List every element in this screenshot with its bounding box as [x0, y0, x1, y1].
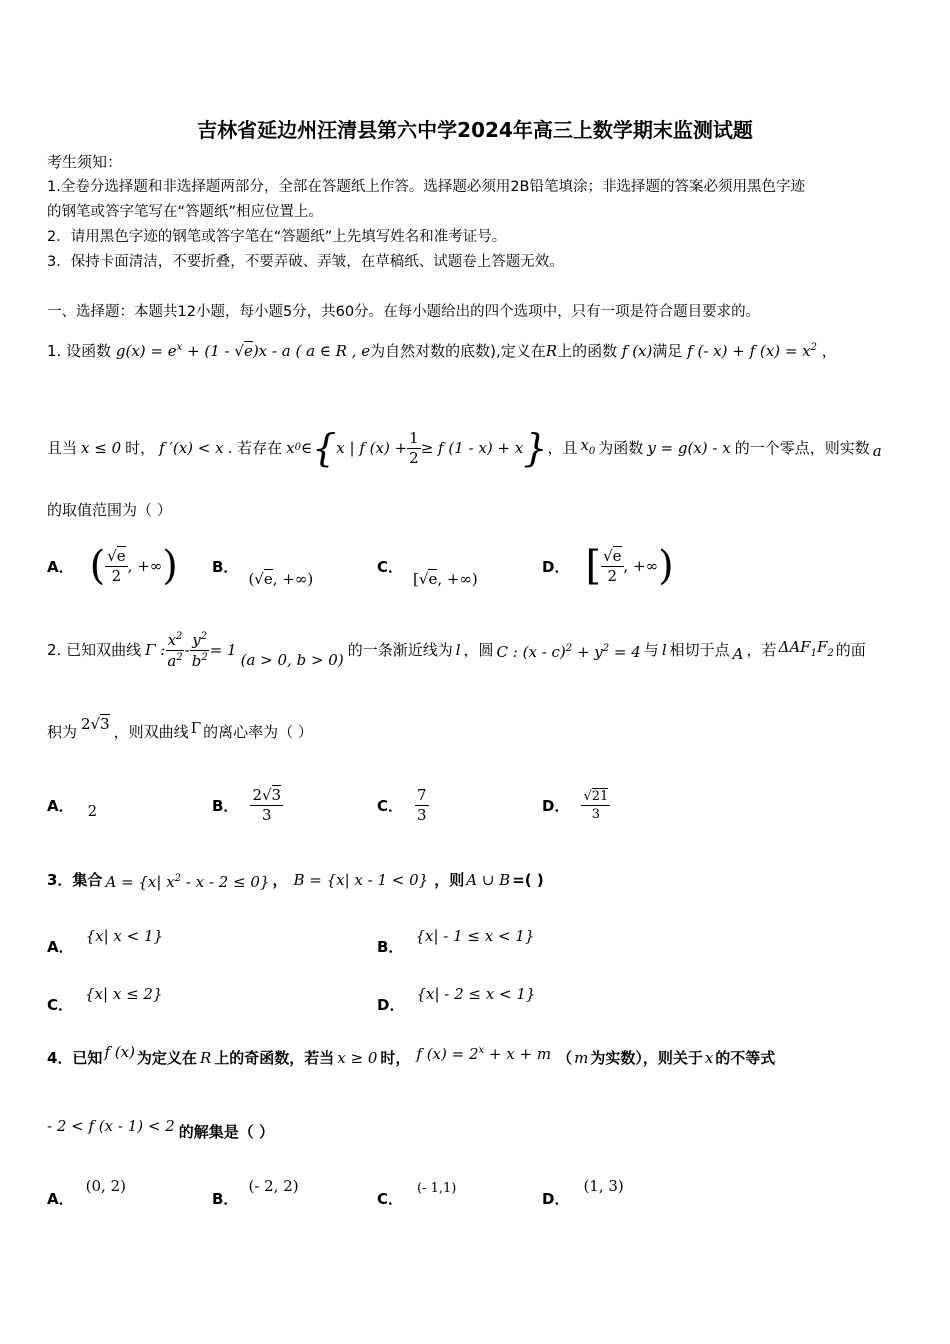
section-heading: 一、选择题：本题共12小题，每小题5分，共60分。在每小题给出的四个选项中，只有一项是符合题目要求的。 — [47, 304, 761, 320]
q2-option-a-label: A． — [47, 796, 74, 815]
q4-option-d[interactable] — [542, 1172, 624, 1208]
q1-text-10: 的一个零点，则实数 — [734, 439, 870, 457]
q3-text-1: 3．集合 — [47, 871, 103, 889]
q1-set-x0: x 0 ∈ { x | f (x) + $\frac{1}{2}$ ≥ f (1 - x) + x } — [286, 426, 548, 470]
q4-option-c-value: (- 1,1) — [417, 1180, 457, 1196]
q3-set-A: A = {x| $x^2 - x - 2 \le 0$} — [105, 872, 270, 891]
q1-option-b[interactable] — [212, 556, 314, 588]
question-4-line-2 — [47, 1114, 274, 1150]
q4-option-a-label: A． — [47, 1189, 74, 1208]
q4-text-7: 的不等式 — [715, 1049, 776, 1067]
q2-option-d[interactable] — [542, 780, 610, 830]
q3-option-d[interactable] — [377, 980, 535, 1016]
q3-union: A ∪ B — [466, 871, 511, 889]
q2-option-a-value: 2 — [87, 802, 98, 820]
q4-text-4: 时， — [380, 1049, 411, 1067]
q2-circle: C : $(x - c)^2 + y^2 = 4$ — [496, 642, 641, 661]
q3-set-B: B = {x| x - 1 < 0} — [293, 871, 429, 889]
q4-text-6: 为实数），则关于 — [590, 1049, 703, 1067]
q2-text-2: 的一条渐近线为 — [347, 641, 453, 659]
q1-formula-f: f (- x) + f $(x) = x^2$ — [687, 342, 818, 360]
q1-x-le-0: x ≤ 0 — [81, 439, 122, 457]
q3-option-a-label: A． — [47, 937, 74, 956]
q2-option-d-value: $\frac{√21}{3}$ — [583, 788, 609, 822]
q2-text-9: ，则双曲线 — [113, 723, 189, 741]
q3-option-b-label: B． — [377, 937, 404, 956]
q1-option-a-value: ( $\frac{√e}{2}$ , +∞ ) — [89, 543, 178, 589]
q4-R: R — [199, 1049, 212, 1067]
q3-option-d-label: D． — [377, 995, 405, 1014]
q1-option-c-value: [√e, +∞) — [413, 569, 478, 588]
q1-text-5: 且当 — [47, 439, 78, 457]
q3-option-c-label: C． — [47, 995, 74, 1014]
q4-inequality: - 2 < f (x - 1) < 2 — [47, 1117, 175, 1135]
q1-option-b-value: (√e, +∞) — [248, 569, 314, 588]
q1-option-d[interactable] — [542, 536, 674, 596]
q2-gamma: Γ — [190, 719, 202, 737]
question-3-line — [47, 862, 544, 898]
q4-formula: f $(x) = 2^x + x + m$ — [416, 1044, 552, 1063]
q1-deriv: f ′(x) < x — [159, 439, 224, 457]
q4-option-b[interactable] — [212, 1172, 299, 1208]
q3-option-c[interactable] — [47, 980, 163, 1016]
q2-text-6: ，若 — [746, 641, 777, 659]
q3-option-a-value: {x| x < 1} — [85, 927, 164, 945]
q4-option-d-label: D． — [542, 1189, 570, 1208]
q1-y-formula: y = g(x) - x — [647, 439, 731, 457]
q4-option-a[interactable] — [47, 1172, 126, 1208]
q2-option-c[interactable] — [377, 780, 429, 830]
notice-heading: 考生须知： — [47, 153, 123, 171]
q3-option-b[interactable] — [377, 922, 534, 958]
q2-option-b-label: B． — [212, 796, 239, 815]
q1-text-6: 时， — [125, 439, 156, 457]
q2-text-10: 的离心率为（ ） — [203, 723, 313, 741]
q4-x-ge-0: x ≥ 0 — [337, 1049, 378, 1067]
notice-line-1: 1.全卷分选择题和非选择题两部分，全部在答题纸上作答。选择题必须用2B铅笔填涂；非选择题的答案必须用黑色字迹 — [47, 179, 806, 195]
q1-text-9: 为函数 — [598, 439, 644, 457]
q1-text-2: 为自然对数的底数),定义在 — [370, 342, 546, 360]
q4-text-2: 为定义在 — [136, 1049, 197, 1067]
q1-text-8: ，且 — [547, 439, 578, 457]
page-title: 吉林省延边州汪清县第六中学2024年高三上数学期末监测试题 — [197, 118, 753, 142]
q2-text-3: ，圆 — [463, 641, 494, 659]
q4-option-a-value: (0, 2) — [85, 1177, 126, 1195]
q3-option-c-value: {x| x ≤ 2} — [85, 985, 163, 1003]
question-1-line-3: 的取值范围为（ ） — [47, 501, 172, 519]
q2-l2: l — [661, 641, 667, 659]
q2-option-b-value: $\frac{2√3}{3}$ — [252, 785, 282, 824]
q1-x0: $x_0$ — [580, 435, 596, 457]
q3-option-b-value: {x| - 1 ≤ x < 1} — [415, 927, 535, 945]
q3-text-2: ， — [272, 871, 288, 889]
q4-fx: f (x) — [104, 1043, 135, 1061]
q2-option-a[interactable] — [47, 780, 97, 830]
q4-text-3: 上的奇函数，若当 — [214, 1049, 335, 1067]
q2-l: l — [455, 641, 461, 659]
q1-text-1: 1. 设函数 — [47, 342, 112, 360]
q1-text-4: 满足 — [652, 342, 683, 360]
q1-option-c[interactable] — [377, 556, 478, 588]
q2-option-c-value — [415, 785, 429, 824]
q4-option-c-label: C． — [377, 1189, 404, 1208]
q2-hyperbola: Γ : $\frac{x^2}{a^2}$ - $\frac{y^2}{b^2}$ = 1 (a > 0, b > 0) — [145, 630, 344, 670]
q4-text-8: 的解集是（ ） — [178, 1123, 274, 1141]
q4-m: m — [574, 1049, 589, 1067]
q4-text-5: （ — [557, 1049, 573, 1067]
notice-line-1b: 的钢笔或答字笔写在“答题纸”相应位置上。 — [47, 204, 324, 220]
q4-x: x — [704, 1049, 714, 1067]
q3-text-4: =( ) — [512, 871, 544, 889]
question-1-line-2 — [47, 418, 882, 478]
q4-text-1: 4．已知 — [47, 1049, 103, 1067]
q2-option-c-label: C． — [377, 796, 404, 815]
q3-option-a[interactable] — [47, 922, 163, 958]
q1-option-a-label: A． — [47, 557, 74, 576]
q1-option-a[interactable] — [47, 536, 178, 596]
notice-line-3: 3．保持卡面清洁，不要折叠，不要弄破、弄皱，在草稿纸、试题卷上答题无效。 — [47, 254, 564, 270]
notice-line-2: 2．请用黑色字迹的钢笔或答字笔在“答题纸”上先填写姓名和准考证号。 — [47, 229, 507, 245]
q1-fx: f (x) — [621, 342, 653, 360]
q1-formula-g: $g(x) = e^x + (1 - √e)x - a$ — [115, 342, 291, 360]
q2-option-c-denominator: 3 — [417, 805, 427, 824]
q3-text-3: ，则 — [434, 871, 465, 889]
q4-option-d-value: (1, 3) — [583, 1177, 624, 1195]
q2-text-1: 2. 已知双曲线 — [47, 641, 142, 659]
question-4-line-1 — [47, 1040, 775, 1076]
q1-option-b-label: B． — [212, 558, 239, 576]
q2-triangle: $\Delta AF_1F_2$ — [778, 637, 834, 659]
q1-text-3: 上的函数 — [557, 342, 618, 360]
q2-text-4: 与 — [643, 641, 659, 659]
q1-option-d-value: [ $\frac{√e}{2}$ , +∞ ) — [585, 543, 674, 589]
q2-area: 2√3 — [81, 715, 110, 733]
question-1-line-1: 1. 设函数 $g(x) = e^x + (1 - √e)x - a$ ( a ∈ R , e为自然对数的底数),定义在R上的函数 f (x)满足 f (- x) + f $(x) = x^2$ ， — [47, 342, 837, 360]
q2-text-7: 的面 — [835, 641, 866, 659]
q2-option-c-numerator: 7 — [417, 785, 427, 804]
question-2-line-1 — [47, 620, 866, 680]
q4-option-c[interactable] — [377, 1172, 456, 1208]
q1-set-R: R — [545, 342, 558, 360]
q1-a: a — [872, 442, 882, 460]
q2-option-d-label: D． — [542, 796, 570, 815]
q1-formula-cond: ( a ∈ R , e — [295, 342, 371, 360]
q4-option-b-value: (- 2, 2) — [248, 1177, 299, 1195]
question-2-line-2 — [47, 715, 313, 742]
q2-A: A — [732, 645, 744, 663]
q3-option-d-value: {x| - 2 ≤ x < 1} — [416, 985, 536, 1003]
q2-text-5: 相切于点 — [669, 641, 730, 659]
q1-option-c-label: C． — [377, 558, 404, 576]
q1-option-d-label: D． — [542, 557, 570, 576]
q4-option-b-label: B． — [212, 1189, 239, 1208]
q1-text-7: . 若存在 — [227, 439, 283, 457]
q2-option-b[interactable] — [212, 780, 283, 830]
q2-text-8: 积为 — [47, 723, 78, 741]
